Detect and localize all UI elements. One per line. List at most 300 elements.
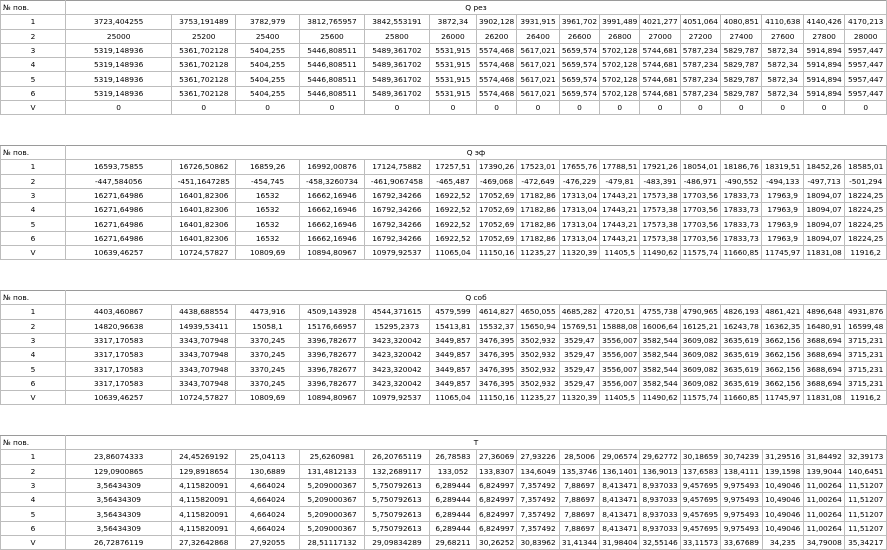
value-cell[interactable]: 11,51207 bbox=[845, 507, 887, 521]
value-cell[interactable]: 3715,231 bbox=[845, 333, 887, 347]
value-cell[interactable]: 10,49046 bbox=[762, 478, 803, 492]
value-cell[interactable]: 136,9013 bbox=[640, 464, 680, 478]
value-cell[interactable]: 10,49046 bbox=[762, 507, 803, 521]
value-cell[interactable]: 10979,92537 bbox=[364, 246, 429, 260]
value-cell[interactable]: 26400 bbox=[517, 29, 560, 43]
value-cell[interactable]: 4579,599 bbox=[429, 305, 476, 319]
value-cell[interactable]: 17655,76 bbox=[559, 160, 599, 174]
value-cell[interactable]: 5957,447 bbox=[845, 58, 887, 72]
value-cell[interactable]: 11,00264 bbox=[803, 478, 844, 492]
value-cell[interactable]: 5446,808511 bbox=[300, 58, 365, 72]
value-cell[interactable]: 3502,932 bbox=[517, 362, 560, 376]
value-cell[interactable]: 0 bbox=[559, 101, 599, 115]
value-cell[interactable]: 11,51207 bbox=[845, 493, 887, 507]
value-cell[interactable]: 18054,01 bbox=[680, 160, 720, 174]
value-cell[interactable]: 4051,064 bbox=[680, 15, 720, 29]
value-cell[interactable]: 16125,21 bbox=[680, 319, 720, 333]
value-cell[interactable]: 11,00264 bbox=[803, 521, 844, 535]
value-cell[interactable]: 17703,56 bbox=[680, 203, 720, 217]
value-cell[interactable]: 7,88697 bbox=[559, 478, 599, 492]
value-cell[interactable]: 5744,681 bbox=[640, 58, 680, 72]
value-cell[interactable]: 5446,808511 bbox=[300, 72, 365, 86]
value-cell[interactable]: 5319,148936 bbox=[65, 86, 171, 100]
value-cell[interactable]: 3902,128 bbox=[476, 15, 516, 29]
value-cell[interactable]: 17963,9 bbox=[762, 188, 803, 202]
value-cell[interactable]: 3609,082 bbox=[680, 376, 720, 390]
value-cell[interactable]: 28,5006 bbox=[559, 450, 599, 464]
value-cell[interactable]: 0 bbox=[640, 101, 680, 115]
value-cell[interactable]: 4720,51 bbox=[600, 305, 640, 319]
value-cell[interactable]: 134,6049 bbox=[517, 464, 560, 478]
value-cell[interactable]: 5489,361702 bbox=[364, 86, 429, 100]
value-cell[interactable]: 17052,69 bbox=[476, 217, 516, 231]
value-cell[interactable]: 18585,01 bbox=[845, 160, 887, 174]
value-cell[interactable]: 3931,915 bbox=[517, 15, 560, 29]
value-cell[interactable]: 5319,148936 bbox=[65, 72, 171, 86]
value-cell[interactable]: 9,975493 bbox=[721, 521, 762, 535]
value-cell[interactable]: 3635,619 bbox=[721, 348, 762, 362]
row-label-cell[interactable]: 6 bbox=[1, 521, 66, 535]
value-cell[interactable]: 6,824997 bbox=[476, 507, 516, 521]
value-cell[interactable]: 17313,04 bbox=[559, 203, 599, 217]
value-cell[interactable]: 11916,2 bbox=[845, 246, 887, 260]
value-cell[interactable]: 17573,38 bbox=[640, 203, 680, 217]
value-cell[interactable]: 4826,193 bbox=[721, 305, 762, 319]
value-cell[interactable]: 5659,574 bbox=[559, 72, 599, 86]
value-cell[interactable]: 15058,1 bbox=[236, 319, 300, 333]
value-cell[interactable]: 11660,85 bbox=[721, 391, 762, 405]
value-cell[interactable]: 3396,782677 bbox=[300, 362, 365, 376]
value-cell[interactable]: 5489,361702 bbox=[364, 58, 429, 72]
row-label-cell[interactable]: 6 bbox=[1, 376, 66, 390]
value-cell[interactable]: 4931,876 bbox=[845, 305, 887, 319]
value-cell[interactable]: 5,209000367 bbox=[300, 493, 365, 507]
value-cell[interactable]: 7,357492 bbox=[517, 507, 560, 521]
value-cell[interactable]: 27200 bbox=[680, 29, 720, 43]
row-label-cell[interactable]: V bbox=[1, 391, 66, 405]
value-cell[interactable]: 23,86074333 bbox=[65, 450, 171, 464]
value-cell[interactable]: 29,68211 bbox=[429, 536, 476, 550]
value-cell[interactable]: 3476,395 bbox=[476, 362, 516, 376]
value-cell[interactable]: 11235,27 bbox=[517, 391, 560, 405]
value-cell[interactable]: 5361,702128 bbox=[172, 86, 236, 100]
value-cell[interactable]: 4685,282 bbox=[559, 305, 599, 319]
row-label-cell[interactable]: 3 bbox=[1, 333, 66, 347]
value-cell[interactable]: 6,289444 bbox=[429, 493, 476, 507]
value-cell[interactable]: 11320,39 bbox=[559, 246, 599, 260]
value-cell[interactable]: 9,975493 bbox=[721, 478, 762, 492]
value-cell[interactable]: -501,294 bbox=[845, 174, 887, 188]
value-cell[interactable]: 17182,86 bbox=[517, 203, 560, 217]
value-cell[interactable]: 3449,857 bbox=[429, 376, 476, 390]
value-cell[interactable]: 3396,782677 bbox=[300, 333, 365, 347]
value-cell[interactable]: 16992,00876 bbox=[300, 160, 365, 174]
value-cell[interactable]: 5914,894 bbox=[803, 72, 844, 86]
value-cell[interactable]: 11,00264 bbox=[803, 493, 844, 507]
value-cell[interactable]: 129,8918654 bbox=[172, 464, 236, 478]
value-cell[interactable]: 17573,38 bbox=[640, 217, 680, 231]
value-cell[interactable]: 5319,148936 bbox=[65, 43, 171, 57]
value-cell[interactable]: 8,937033 bbox=[640, 507, 680, 521]
value-cell[interactable]: 28,51117132 bbox=[300, 536, 365, 550]
value-cell[interactable]: 27,93226 bbox=[517, 450, 560, 464]
value-cell[interactable]: 8,413471 bbox=[600, 521, 640, 535]
value-cell[interactable]: 18224,25 bbox=[845, 203, 887, 217]
value-cell[interactable]: 5574,468 bbox=[476, 72, 516, 86]
value-cell[interactable]: 5829,787 bbox=[721, 58, 762, 72]
value-cell[interactable]: 11065,04 bbox=[429, 246, 476, 260]
value-cell[interactable]: 16271,64986 bbox=[65, 188, 171, 202]
value-cell[interactable]: 5957,447 bbox=[845, 72, 887, 86]
value-cell[interactable]: 0 bbox=[845, 101, 887, 115]
value-cell[interactable]: 4755,738 bbox=[640, 305, 680, 319]
value-cell[interactable]: 4,115820091 bbox=[172, 493, 236, 507]
value-cell[interactable]: 9,975493 bbox=[721, 507, 762, 521]
value-cell[interactable]: 3582,544 bbox=[640, 333, 680, 347]
value-cell[interactable]: -472,649 bbox=[517, 174, 560, 188]
value-cell[interactable]: 27800 bbox=[803, 29, 844, 43]
value-cell[interactable]: 32,55146 bbox=[640, 536, 680, 550]
value-cell[interactable]: 140,6451 bbox=[845, 464, 887, 478]
value-cell[interactable]: 9,457695 bbox=[680, 493, 720, 507]
value-cell[interactable]: 15888,08 bbox=[600, 319, 640, 333]
value-cell[interactable]: 9,457695 bbox=[680, 521, 720, 535]
value-cell[interactable]: 11150,16 bbox=[476, 391, 516, 405]
value-cell[interactable]: 5829,787 bbox=[721, 43, 762, 57]
value-cell[interactable]: 3723,404255 bbox=[65, 15, 171, 29]
value-cell[interactable]: 3556,007 bbox=[600, 348, 640, 362]
value-cell[interactable]: 26,78583 bbox=[429, 450, 476, 464]
value-cell[interactable]: 3423,320042 bbox=[364, 333, 429, 347]
table-title-cell[interactable]: Q соб bbox=[65, 291, 886, 305]
value-cell[interactable]: 3582,544 bbox=[640, 376, 680, 390]
value-cell[interactable]: 5702,128 bbox=[600, 72, 640, 86]
value-cell[interactable]: 29,62772 bbox=[640, 450, 680, 464]
value-cell[interactable]: 10639,46257 bbox=[65, 246, 171, 260]
value-cell[interactable]: 35,34217 bbox=[845, 536, 887, 550]
value-cell[interactable]: 16792,34266 bbox=[364, 188, 429, 202]
value-cell[interactable]: 4,115820091 bbox=[172, 507, 236, 521]
value-cell[interactable]: 3812,765957 bbox=[300, 15, 365, 29]
value-cell[interactable]: 26,20765119 bbox=[365, 450, 430, 464]
value-cell[interactable]: 17833,73 bbox=[721, 217, 762, 231]
value-cell[interactable]: 3502,932 bbox=[517, 376, 560, 390]
value-cell[interactable]: 25000 bbox=[65, 29, 171, 43]
value-cell[interactable]: 3317,170583 bbox=[65, 333, 171, 347]
value-cell[interactable]: 11,51207 bbox=[845, 478, 887, 492]
value-cell[interactable]: 18094,07 bbox=[803, 188, 844, 202]
value-cell[interactable]: 6,824997 bbox=[476, 521, 516, 535]
value-cell[interactable]: 5,209000367 bbox=[300, 521, 365, 535]
value-cell[interactable]: 18452,26 bbox=[803, 160, 844, 174]
value-cell[interactable]: 3449,857 bbox=[429, 362, 476, 376]
value-cell[interactable]: 7,357492 bbox=[517, 521, 560, 535]
value-cell[interactable]: 3582,544 bbox=[640, 348, 680, 362]
value-cell[interactable]: 4896,648 bbox=[803, 305, 844, 319]
value-cell[interactable]: 14939,53411 bbox=[172, 319, 236, 333]
value-cell[interactable]: 16662,16946 bbox=[300, 203, 365, 217]
value-cell[interactable]: 6,824997 bbox=[476, 493, 516, 507]
value-cell[interactable]: 3715,231 bbox=[845, 348, 887, 362]
value-cell[interactable]: 5,750792613 bbox=[365, 478, 430, 492]
value-cell[interactable]: 5617,021 bbox=[517, 72, 560, 86]
row-label-cell[interactable]: 4 bbox=[1, 493, 66, 507]
value-cell[interactable]: 31,84492 bbox=[803, 450, 844, 464]
value-cell[interactable]: 15413,81 bbox=[429, 319, 476, 333]
value-cell[interactable]: 0 bbox=[364, 101, 429, 115]
row-label-cell[interactable]: 6 bbox=[1, 86, 66, 100]
value-cell[interactable]: 0 bbox=[476, 101, 516, 115]
value-cell[interactable]: 15650,94 bbox=[517, 319, 560, 333]
value-cell[interactable]: 16922,52 bbox=[429, 188, 476, 202]
value-cell[interactable]: 17963,9 bbox=[762, 231, 803, 245]
value-cell[interactable]: 5744,681 bbox=[640, 86, 680, 100]
value-cell[interactable]: 11150,16 bbox=[476, 246, 516, 260]
value-cell[interactable]: 4861,421 bbox=[762, 305, 803, 319]
value-cell[interactable]: 10,49046 bbox=[762, 521, 803, 535]
value-cell[interactable]: -469,068 bbox=[476, 174, 516, 188]
value-cell[interactable]: 17182,86 bbox=[517, 217, 560, 231]
value-cell[interactable]: 17052,69 bbox=[476, 188, 516, 202]
value-cell[interactable]: 16662,16946 bbox=[300, 231, 365, 245]
value-cell[interactable]: 3476,395 bbox=[476, 333, 516, 347]
value-cell[interactable]: 34,235 bbox=[762, 536, 803, 550]
value-cell[interactable]: 5489,361702 bbox=[364, 43, 429, 57]
value-cell[interactable]: 138,4111 bbox=[721, 464, 762, 478]
value-cell[interactable]: 15769,51 bbox=[559, 319, 599, 333]
value-cell[interactable]: 3662,156 bbox=[762, 333, 803, 347]
value-cell[interactable]: 31,41344 bbox=[559, 536, 599, 550]
row-label-cell[interactable]: 2 bbox=[1, 29, 66, 43]
value-cell[interactable]: 15295,2373 bbox=[364, 319, 429, 333]
value-cell[interactable]: 17443,21 bbox=[600, 188, 640, 202]
value-cell[interactable]: 25,6260981 bbox=[300, 450, 365, 464]
value-cell[interactable]: 10894,80967 bbox=[300, 391, 365, 405]
value-cell[interactable]: 5574,468 bbox=[476, 58, 516, 72]
value-cell[interactable]: 16922,52 bbox=[429, 231, 476, 245]
num-header-cell[interactable]: № пов. bbox=[1, 146, 66, 160]
value-cell[interactable]: 5829,787 bbox=[721, 72, 762, 86]
value-cell[interactable]: 4509,143928 bbox=[300, 305, 365, 319]
value-cell[interactable]: 5659,574 bbox=[559, 43, 599, 57]
value-cell[interactable]: 17313,04 bbox=[559, 217, 599, 231]
value-cell[interactable]: 3688,694 bbox=[803, 376, 844, 390]
value-cell[interactable]: 4021,277 bbox=[640, 15, 680, 29]
value-cell[interactable]: 30,26252 bbox=[476, 536, 516, 550]
value-cell[interactable]: 3343,707948 bbox=[172, 362, 236, 376]
value-cell[interactable]: 3343,707948 bbox=[172, 376, 236, 390]
value-cell[interactable]: 17833,73 bbox=[721, 188, 762, 202]
value-cell[interactable]: 16922,52 bbox=[429, 217, 476, 231]
value-cell[interactable]: -447,584056 bbox=[65, 174, 171, 188]
value-cell[interactable]: 11831,08 bbox=[803, 391, 844, 405]
value-cell[interactable]: 16726,50862 bbox=[172, 160, 236, 174]
value-cell[interactable]: 5531,915 bbox=[429, 72, 476, 86]
value-cell[interactable]: 132,2689117 bbox=[365, 464, 430, 478]
value-cell[interactable]: 3688,694 bbox=[803, 362, 844, 376]
value-cell[interactable]: 3961,702 bbox=[559, 15, 599, 29]
value-cell[interactable]: 11575,74 bbox=[680, 391, 720, 405]
table-title-cell[interactable]: T bbox=[65, 436, 886, 450]
value-cell[interactable]: 6,289444 bbox=[429, 478, 476, 492]
value-cell[interactable]: 4438,688554 bbox=[172, 305, 236, 319]
value-cell[interactable]: 5531,915 bbox=[429, 58, 476, 72]
row-label-cell[interactable]: 4 bbox=[1, 203, 66, 217]
value-cell[interactable]: 17390,26 bbox=[476, 160, 516, 174]
num-header-cell[interactable]: № пов. bbox=[1, 1, 66, 15]
value-cell[interactable]: 25,04113 bbox=[236, 450, 300, 464]
value-cell[interactable]: 5,750792613 bbox=[365, 507, 430, 521]
value-cell[interactable]: 4,664024 bbox=[236, 507, 300, 521]
value-cell[interactable]: 27,92055 bbox=[236, 536, 300, 550]
value-cell[interactable]: 18319,51 bbox=[762, 160, 803, 174]
value-cell[interactable]: 17443,21 bbox=[600, 203, 640, 217]
value-cell[interactable]: 26200 bbox=[476, 29, 516, 43]
value-cell[interactable]: -458,3260734 bbox=[300, 174, 365, 188]
value-cell[interactable]: 7,88697 bbox=[559, 493, 599, 507]
value-cell[interactable]: 17052,69 bbox=[476, 203, 516, 217]
value-cell[interactable]: -476,229 bbox=[559, 174, 599, 188]
value-cell[interactable]: 9,457695 bbox=[680, 478, 720, 492]
value-cell[interactable]: 8,937033 bbox=[640, 521, 680, 535]
value-cell[interactable]: 5702,128 bbox=[600, 58, 640, 72]
value-cell[interactable]: 3715,231 bbox=[845, 376, 887, 390]
value-cell[interactable]: 34,79008 bbox=[803, 536, 844, 550]
value-cell[interactable]: 30,83962 bbox=[517, 536, 560, 550]
value-cell[interactable]: 6,824997 bbox=[476, 478, 516, 492]
value-cell[interactable]: 5787,234 bbox=[680, 58, 720, 72]
value-cell[interactable]: 16401,82306 bbox=[172, 188, 236, 202]
value-cell[interactable]: 17703,56 bbox=[680, 231, 720, 245]
value-cell[interactable]: 3609,082 bbox=[680, 348, 720, 362]
value-cell[interactable]: 5574,468 bbox=[476, 86, 516, 100]
value-cell[interactable]: 16243,78 bbox=[721, 319, 762, 333]
value-cell[interactable]: -486,971 bbox=[680, 174, 720, 188]
value-cell[interactable]: 15532,37 bbox=[476, 319, 516, 333]
table-title-cell[interactable]: Q рез bbox=[65, 1, 886, 15]
row-label-cell[interactable]: V bbox=[1, 536, 66, 550]
value-cell[interactable]: 10639,46257 bbox=[65, 391, 171, 405]
value-cell[interactable]: 17124,75882 bbox=[364, 160, 429, 174]
value-cell[interactable]: 3317,170583 bbox=[65, 362, 171, 376]
value-cell[interactable]: 5914,894 bbox=[803, 43, 844, 57]
value-cell[interactable]: 3370,245 bbox=[236, 333, 300, 347]
value-cell[interactable]: 17833,73 bbox=[721, 231, 762, 245]
value-cell[interactable]: 16792,34266 bbox=[364, 217, 429, 231]
value-cell[interactable]: 16362,35 bbox=[762, 319, 803, 333]
value-cell[interactable]: 5872,34 bbox=[762, 72, 803, 86]
value-cell[interactable]: 27600 bbox=[762, 29, 803, 43]
value-cell[interactable]: 26000 bbox=[429, 29, 476, 43]
value-cell[interactable]: 4080,851 bbox=[721, 15, 762, 29]
value-cell[interactable]: 3556,007 bbox=[600, 362, 640, 376]
value-cell[interactable]: 4,664024 bbox=[236, 521, 300, 535]
row-label-cell[interactable]: 1 bbox=[1, 305, 66, 319]
value-cell[interactable]: 5617,021 bbox=[517, 43, 560, 57]
value-cell[interactable]: 4473,916 bbox=[236, 305, 300, 319]
value-cell[interactable]: -497,713 bbox=[803, 174, 844, 188]
value-cell[interactable]: 17182,86 bbox=[517, 188, 560, 202]
value-cell[interactable]: 17921,26 bbox=[640, 160, 680, 174]
value-cell[interactable]: 17313,04 bbox=[559, 231, 599, 245]
value-cell[interactable]: 27400 bbox=[721, 29, 762, 43]
value-cell[interactable]: 10894,80967 bbox=[300, 246, 365, 260]
value-cell[interactable]: 4790,965 bbox=[680, 305, 720, 319]
row-label-cell[interactable]: V bbox=[1, 101, 66, 115]
value-cell[interactable]: 5659,574 bbox=[559, 58, 599, 72]
value-cell[interactable]: 7,88697 bbox=[559, 521, 599, 535]
value-cell[interactable]: 0 bbox=[803, 101, 844, 115]
value-cell[interactable]: 9,457695 bbox=[680, 507, 720, 521]
value-cell[interactable]: 131,4812133 bbox=[300, 464, 365, 478]
value-cell[interactable]: 3,56434309 bbox=[65, 493, 171, 507]
value-cell[interactable]: 16532 bbox=[236, 203, 300, 217]
value-cell[interactable]: 11,51207 bbox=[845, 521, 887, 535]
value-cell[interactable]: 26600 bbox=[559, 29, 599, 43]
value-cell[interactable]: 17257,51 bbox=[429, 160, 476, 174]
value-cell[interactable]: 5914,894 bbox=[803, 86, 844, 100]
value-cell[interactable]: 3635,619 bbox=[721, 362, 762, 376]
value-cell[interactable]: 10,49046 bbox=[762, 493, 803, 507]
value-cell[interactable]: 4614,827 bbox=[476, 305, 516, 319]
value-cell[interactable]: 25800 bbox=[364, 29, 429, 43]
value-cell[interactable]: -461,9067458 bbox=[364, 174, 429, 188]
value-cell[interactable]: 5829,787 bbox=[721, 86, 762, 100]
value-cell[interactable]: 137,6583 bbox=[680, 464, 720, 478]
value-cell[interactable]: 29,09834289 bbox=[365, 536, 430, 550]
value-cell[interactable]: 3635,619 bbox=[721, 333, 762, 347]
value-cell[interactable]: 3529,47 bbox=[559, 348, 599, 362]
value-cell[interactable]: 11065,04 bbox=[429, 391, 476, 405]
value-cell[interactable]: 3423,320042 bbox=[364, 348, 429, 362]
value-cell[interactable]: 0 bbox=[300, 101, 365, 115]
value-cell[interactable]: 7,88697 bbox=[559, 507, 599, 521]
value-cell[interactable]: 17703,56 bbox=[680, 188, 720, 202]
value-cell[interactable]: 18094,07 bbox=[803, 203, 844, 217]
row-label-cell[interactable]: 4 bbox=[1, 58, 66, 72]
value-cell[interactable]: 136,1401 bbox=[600, 464, 640, 478]
value-cell[interactable]: 3556,007 bbox=[600, 376, 640, 390]
value-cell[interactable]: 5531,915 bbox=[429, 43, 476, 57]
value-cell[interactable]: 11575,74 bbox=[680, 246, 720, 260]
value-cell[interactable]: 29,06574 bbox=[600, 450, 640, 464]
value-cell[interactable]: 3343,707948 bbox=[172, 333, 236, 347]
value-cell[interactable]: 3991,489 bbox=[600, 15, 640, 29]
value-cell[interactable]: 16859,26 bbox=[236, 160, 300, 174]
value-cell[interactable]: 28000 bbox=[845, 29, 887, 43]
value-cell[interactable]: 8,937033 bbox=[640, 493, 680, 507]
value-cell[interactable]: -465,487 bbox=[429, 174, 476, 188]
value-cell[interactable]: 3370,245 bbox=[236, 348, 300, 362]
value-cell[interactable]: 0 bbox=[600, 101, 640, 115]
value-cell[interactable]: 3423,320042 bbox=[364, 376, 429, 390]
value-cell[interactable]: 5,209000367 bbox=[300, 478, 365, 492]
value-cell[interactable]: 8,937033 bbox=[640, 478, 680, 492]
value-cell[interactable]: 16006,64 bbox=[640, 319, 680, 333]
value-cell[interactable]: 17573,38 bbox=[640, 231, 680, 245]
value-cell[interactable]: 3317,170583 bbox=[65, 376, 171, 390]
row-label-cell[interactable]: 2 bbox=[1, 464, 66, 478]
value-cell[interactable]: 5957,447 bbox=[845, 43, 887, 57]
value-cell[interactable]: 16792,34266 bbox=[364, 203, 429, 217]
value-cell[interactable]: 16922,52 bbox=[429, 203, 476, 217]
value-cell[interactable]: 5,750792613 bbox=[365, 521, 430, 535]
value-cell[interactable]: 17963,9 bbox=[762, 217, 803, 231]
value-cell[interactable]: 133,052 bbox=[429, 464, 476, 478]
row-label-cell[interactable]: 2 bbox=[1, 319, 66, 333]
value-cell[interactable]: 18186,76 bbox=[721, 160, 762, 174]
row-label-cell[interactable]: 3 bbox=[1, 188, 66, 202]
